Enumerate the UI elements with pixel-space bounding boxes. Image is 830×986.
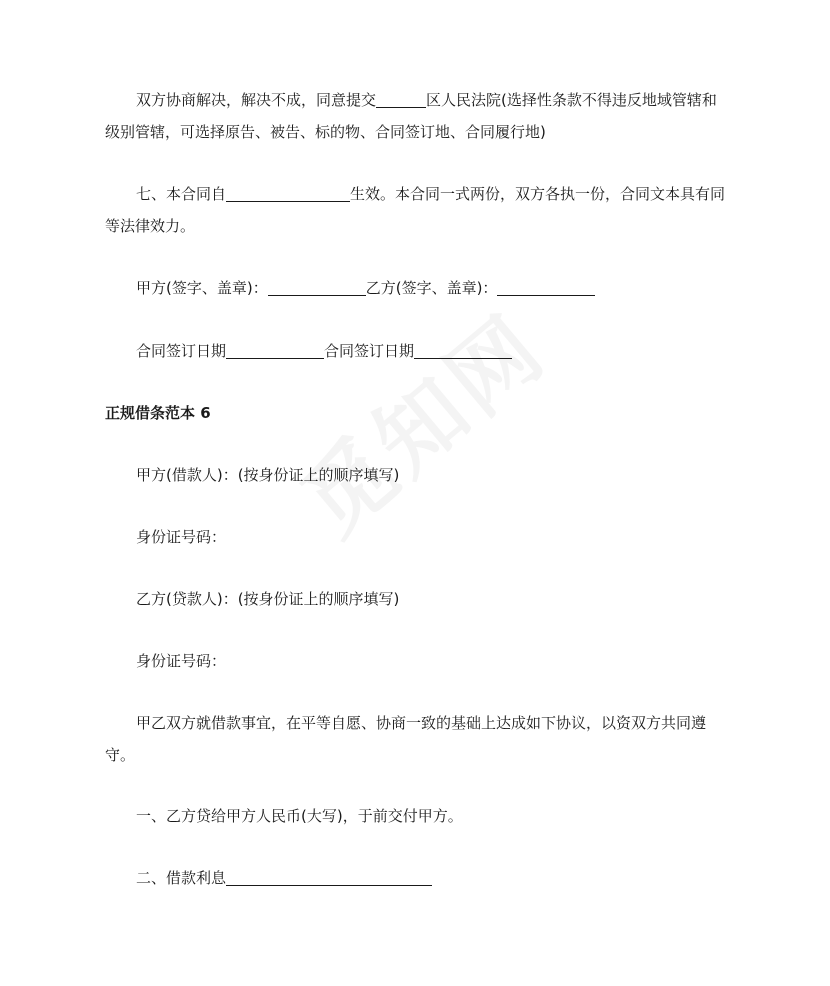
paragraph-lender-id: 身份证号码： xyxy=(136,652,227,670)
party-b-signature-label: 乙方(签字、盖章)： xyxy=(365,279,498,297)
signing-date-label-a: 合同签订日期 xyxy=(136,342,227,360)
paragraph-effective-date xyxy=(105,178,727,242)
effective-text-start: 七、本合同自 xyxy=(136,185,227,203)
court-blank xyxy=(376,93,426,108)
signing-date-label-b: 合同签订日期 xyxy=(324,342,415,360)
signing-date-blank-a xyxy=(226,344,324,359)
paragraph-signatures xyxy=(105,272,727,304)
dispute-text-start: 双方协商解决，解决不成，同意提交 xyxy=(136,91,377,109)
interest-blank xyxy=(226,871,432,886)
paragraph-borrower: 甲方(借款人)：(按身份证上的顺序填写) xyxy=(136,466,400,484)
party-a-signature-label: 甲方(签字、盖章)： xyxy=(136,279,268,297)
effective-text-end: 生效。本合同一式两份，双方各执一份，合同文本具有同等法律效力。 xyxy=(105,185,726,235)
section-heading: 正规借条范本 6 xyxy=(105,404,211,422)
party-b-signature-blank xyxy=(497,281,595,296)
signing-date-blank-b xyxy=(414,344,512,359)
paragraph-loan-amount: 一、乙方贷给甲方人民币(大写)，于前交付甲方。 xyxy=(136,807,463,825)
paragraph-dispute-resolution xyxy=(105,84,727,148)
dispute-text-end: 区人民法院(选择性条款不得违反地域管辖和级别管辖，可选择原告、被告、标的物、合同签订地、合同履行地) xyxy=(105,91,717,141)
interest-label: 二、借款利息 xyxy=(136,869,227,887)
party-a-signature-blank xyxy=(268,281,366,296)
paragraph-lender: 乙方(贷款人)：(按身份证上的顺序填写) xyxy=(136,590,400,608)
paragraph-borrower-id: 身份证号码： xyxy=(136,528,227,546)
effective-date-blank xyxy=(226,187,350,202)
paragraph-agreement: 甲乙双方就借款事宜，在平等自愿、协商一致的基础上达成如下协议，以资双方共同遵守。 xyxy=(105,714,707,764)
paragraph-interest xyxy=(105,862,727,894)
paragraph-signing-dates xyxy=(105,335,727,367)
